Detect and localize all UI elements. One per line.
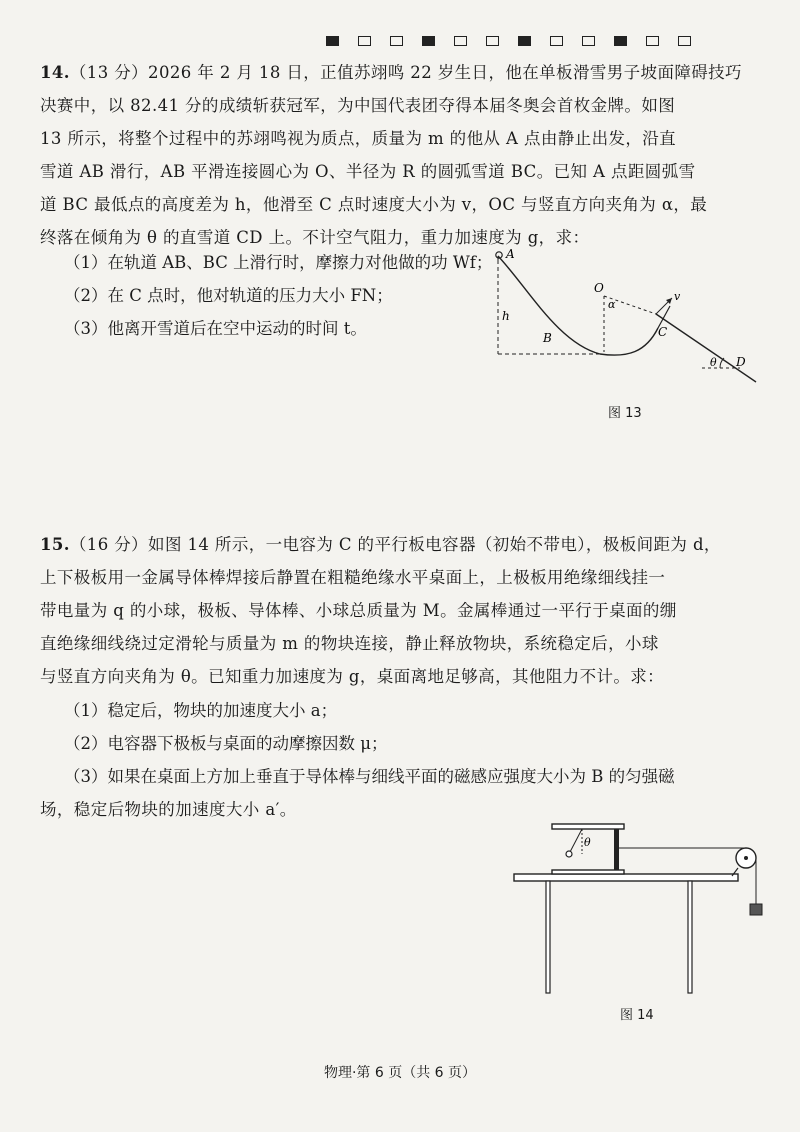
mark-empty <box>582 36 595 46</box>
mark-filled <box>518 36 531 46</box>
mark-filled <box>614 36 627 46</box>
stem-line: 直绝缘细线绕过定滑轮与质量为 m 的物块连接，静止释放物块，系统稳定后，小球 <box>40 634 659 653</box>
stem-line: 决赛中，以 82.41 分的成绩斩获冠军，为中国代表团夺得本届冬奥会首枚金牌。如图 <box>40 96 676 115</box>
label-O: O <box>594 281 604 295</box>
subquestion-1: （1）稳定后，物块的加速度大小 a； <box>64 701 338 720</box>
subquestion-3-continued: 场，稳定后物块的加速度大小 a′。 <box>40 800 297 819</box>
label-theta: θ <box>710 356 717 369</box>
subquestion-3: （3）他离开雪道后在空中运动的时间 t。 <box>64 319 367 338</box>
mark-filled <box>326 36 339 46</box>
figure-13-caption: 图 13 <box>608 406 642 421</box>
label-h: h <box>502 309 510 323</box>
stem-line: （16 分）如图 14 所示，一电容为 C 的平行板电容器（初始不带电），极板间距为 d， <box>69 535 721 554</box>
label-theta: θ <box>584 836 591 849</box>
mark-empty <box>678 36 691 46</box>
figure-14 <box>510 818 766 1000</box>
mark-filled <box>422 36 435 46</box>
question-number: 15. <box>40 535 70 554</box>
stem-line: 雪道 AB 滑行，AB 平滑连接圆心为 O、半径为 R 的圆弧雪道 BC。已知 A 点距圆弧雪 <box>40 162 696 181</box>
mark-empty <box>646 36 659 46</box>
subquestion-1: （1）在轨道 AB、BC 上滑行时，摩擦力对他做的功 Wf； <box>64 253 493 272</box>
answer-sheet-marks <box>326 36 691 46</box>
subquestion-3: （3）如果在桌面上方加上垂直于导体棒与细线平面的磁感应强度大小为 B 的匀强磁 <box>64 767 675 786</box>
label-C: C <box>658 325 668 339</box>
question-number: 14. <box>40 63 70 82</box>
stem-line: 终落在倾角为 θ 的直雪道 CD 上。不计空气阻力，重力加速度为 g，求： <box>40 228 590 247</box>
stem-line: 13 所示，将整个过程中的苏翊鸣视为质点，质量为 m 的他从 A 点由静止出发，沿直 <box>40 129 677 148</box>
stem-line: 与竖直方向夹角为 θ。已知重力加速度为 g，桌面离地足够高，其他阻力不计。求： <box>40 667 665 686</box>
question-14-stem <box>40 56 762 254</box>
label-alpha: α <box>608 298 616 311</box>
label-D: D <box>736 355 746 369</box>
mark-empty <box>550 36 563 46</box>
subquestion-2: （2）在 C 点时，他对轨道的压力大小 FN； <box>64 286 393 305</box>
subquestion-2: （2）电容器下极板与桌面的动摩擦因数 μ； <box>64 734 388 753</box>
mark-empty <box>390 36 403 46</box>
figure-13 <box>488 248 764 398</box>
stem-line: （13 分）2026 年 2 月 18 日，正值苏翊鸣 22 岁生日，他在单板滑雪男子坡面障碍技巧 <box>69 63 742 82</box>
mark-empty <box>358 36 371 46</box>
figure-14-caption: 图 14 <box>620 1008 654 1023</box>
mark-empty <box>486 36 499 46</box>
page-footer: 物理·第 6 页（共 6 页） <box>323 1065 477 1081</box>
stem-line: 道 BC 最低点的高度差为 h，他滑至 C 点时速度大小为 v，OC 与竖直方向夹角为 α，最 <box>40 195 708 214</box>
label-v: v <box>674 290 681 303</box>
stem-line: 带电量为 q 的小球，极板、导体棒、小球总质量为 M。金属棒通过一平行于桌面的绷 <box>40 601 677 620</box>
question-15-stem <box>40 528 762 693</box>
stem-line: 上下极板用一金属导体棒焊接后静置在粗糙绝缘水平桌面上，上极板用绝缘细线挂一 <box>40 568 666 587</box>
mark-empty <box>454 36 467 46</box>
label-B: B <box>543 331 552 345</box>
label-A: A <box>506 248 515 261</box>
